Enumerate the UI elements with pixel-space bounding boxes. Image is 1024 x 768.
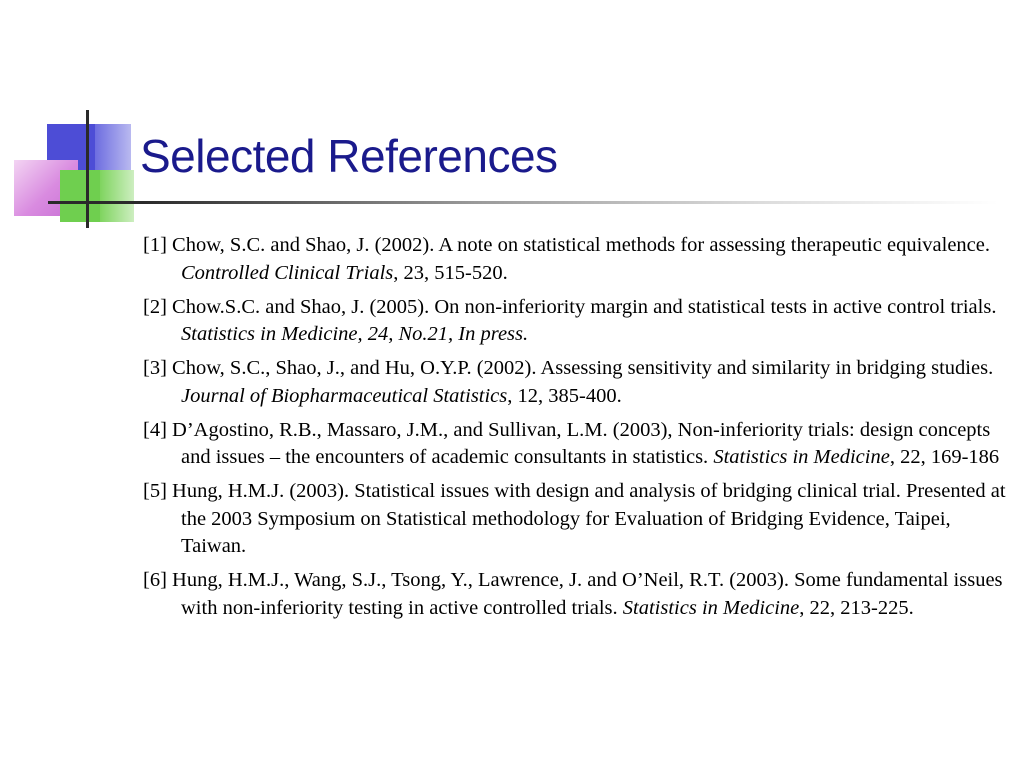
- reference-journal: Journal of Biopharmaceutical Statistics: [181, 384, 508, 407]
- reference-text: Hung, H.M.J. (2003). Statistical issues with design and analysis of bridging clinical trial. Presented at the 2003 Symposium on Statistical methodology for Evaluation of Bridging Evidence, Taipei, Taiwan.: [172, 480, 1006, 557]
- title-underline-rule: [48, 201, 998, 204]
- reference-label: [3]: [143, 357, 167, 379]
- reference-label: [6]: [143, 569, 167, 591]
- reference-tail: , 23, 515-520.: [393, 261, 508, 284]
- reference-list: [143, 232, 1013, 629]
- reference-text: Chow, S.C. and Shao, J. (2002). A note on statistical methods for assessing therapeutic equivalence.: [172, 234, 990, 256]
- reference-tail: , 22, 169-186: [889, 446, 1000, 468]
- reference-journal: Controlled Clinical Trials: [181, 261, 394, 284]
- reference-tail: , 22, 213-225.: [799, 596, 914, 619]
- decorative-green-gradient: [100, 170, 134, 222]
- reference-tail: , 12, 385-400.: [507, 384, 622, 407]
- reference-label: [5]: [143, 480, 167, 502]
- reference-text: Hung, H.M.J., Wang, S.J., Tsong, Y., Lawrence, J. and O’Neil, R.T. (2003). Some fundamental issues with non-inferiority testing in active controlled trials.: [172, 569, 1003, 619]
- reference-label: [4]: [143, 418, 167, 441]
- reference-item-1: [143, 232, 1013, 287]
- reference-journal: Statistics in Medicine: [622, 596, 800, 619]
- reference-text: Chow, S.C., Shao, J., and Hu, O.Y.P. (2002). Assessing sensitivity and similarity in bridging studies.: [172, 357, 994, 379]
- reference-item-6: [143, 567, 1013, 622]
- reference-item-2: [143, 294, 1013, 349]
- reference-label: [1]: [143, 234, 167, 256]
- reference-text: Chow.S.C. and Shao, J. (2005). On non-inferiority margin and statistical tests in active control trials.: [172, 295, 997, 318]
- slide-title: Selected References: [140, 130, 558, 182]
- reference-label: [2]: [143, 295, 167, 318]
- reference-text: D’Agostino, R.B., Massaro, J.M., and Sullivan, L.M. (2003), Non-inferiority trials: design concepts and issues – the encounters of academic consultants in statistics.: [172, 418, 991, 468]
- reference-item-3: [143, 355, 1013, 410]
- decorative-vertical-line: [86, 110, 89, 228]
- reference-journal: Statistics in Medicine, 24, No.21, In press.: [181, 323, 529, 345]
- reference-journal: Statistics in Medicine: [713, 446, 890, 468]
- reference-item-4: [143, 417, 1013, 472]
- reference-item-5: [143, 478, 1013, 561]
